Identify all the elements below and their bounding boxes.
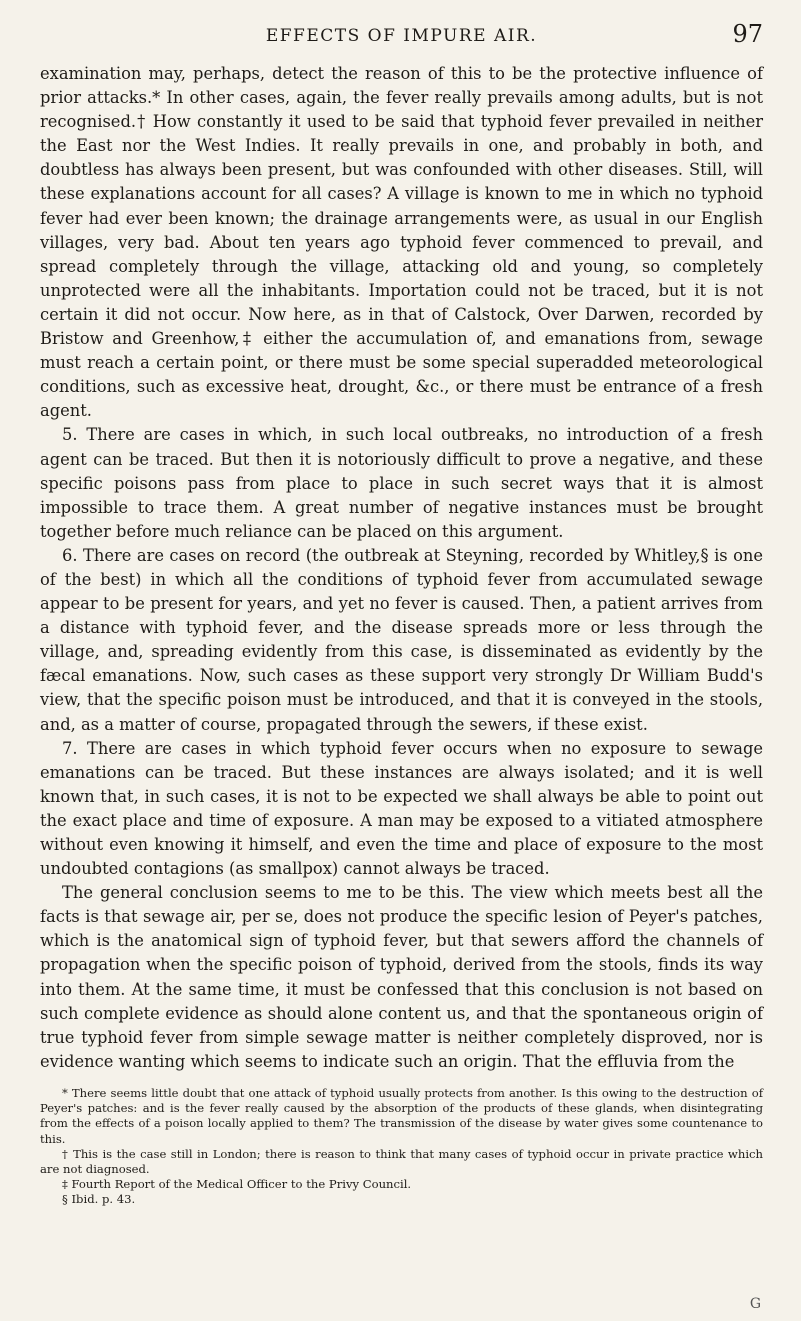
running-head: EFFECTS OF IMPURE AIR. — [265, 26, 538, 46]
body-text — [40, 62, 763, 1074]
footnote: † This is the case still in London; there is reason to think that many cases of typhoid occur in private practice which are not diagnosed. — [40, 1146, 763, 1176]
footnote: ‡ Fourth Report of the Medical Officer to the Privy Council. — [62, 1177, 412, 1192]
paragraph: examination may, perhaps, detect the reason of this to be the protective influence of prior attacks.* In other cases, again, the fever really prevails among adults, but is not recognised.† How constantly it used to be said that typhoid fever prevailed in neither the East nor the West Indies. It really prevails in one, and probably in both, and doubtless has always been present, but was confounded with other diseases. Still, will these explanations account for all cases? A village is known to me in which no typhoid fever had ever been known; the drainage arrangements were, as usual in our English villages, very bad. About ten years ago typhoid fever commenced to prevail, and spread completely through the village, attacking old and young, so completely unprotected were all the inhabitants. Importation could not be traced, but it is not certain it did not occur. Now here, as in that of Calstock, Over Darwen, recorded by Bristow and Greenhow,‡ either the accumulation of, and emanations from, sewage must reach a certain point, or there must be some special superadded meteorological conditions, such as excessive heat, drought, &c., or there must be entrance of a fresh agent. — [40, 64, 763, 421]
page-number: 97 — [732, 20, 763, 48]
footnote: * There seems little doubt that one attack of typhoid usually protects from another. Is this owing to the destruction of Peyer's patches: and is the fever really caused by the absorption of the products of these glands, when disintegrating from the effects of a poison locally applied to them? The transmission of the disease by water gives some countenance to this. — [40, 1085, 763, 1146]
paragraph: 6. There are cases on record (the outbreak at Steyning, recorded by Whitley,§ is one of the best) in which all the conditions of typhoid fever from accumulated sewage appear to be present for years, and yet no fever is caused. Then, a patient arrives from a distance with typhoid fever, and the disease spreads more or less through the village, and, spreading evidently from this case, is disseminated as evidently by the fæcal emanations. Now, such cases as these support very strongly Dr William Budd's view, that the specific poison must be introduced, and that it is conveyed in the stools, and, as a matter of course, propagated through the sewers, if these exist. — [40, 545, 763, 734]
footnotes — [40, 1086, 763, 1208]
paragraph: The general conclusion seems to me to be this. The view which meets best all the facts is that sewage air, per se, does not produce the specific lesion of Peyer's patches, which is the anatomical sign of typhoid fever, but that sewers afford the channels of propagation when the specific poison of typhoid, derived from the stools, finds its way into them. At the same time, it must be confessed that this conclusion is not based on such complete evidence as should alone content us, and that the spontaneous origin of true typhoid fever from simple sewage matter is neither completely disproved, nor is evidence wanting which seems to indicate such an origin. That the effluvia from the — [40, 883, 763, 1071]
signature-mark: G — [749, 1296, 761, 1312]
paragraph: 5. There are cases in which, in such local outbreaks, no introduction of a fresh agent can be traced. But then it is notoriously difficult to prove a negative, and these specific poisons pass from place to place in such secret ways that it is almost impossible to trace them. A great number of negative instances must be brought together before much reliance can be placed on this argument. — [40, 425, 763, 541]
footnote: § Ibid. p. 43. — [62, 1192, 136, 1207]
page-header — [40, 18, 763, 54]
paragraph: 7. There are cases in which typhoid fever occurs when no exposure to sewage emanations can be traced. But these instances are always isolated; and it is well known that, in such cases, it is not to be expected we shall always be able to point out the exact place and time of exposure. A man may be exposed to a vitiated atmosphere without even knowing it himself, and even the time and place of exposure to the most undoubted contagions (as smallpox) cannot always be traced. — [40, 738, 763, 879]
